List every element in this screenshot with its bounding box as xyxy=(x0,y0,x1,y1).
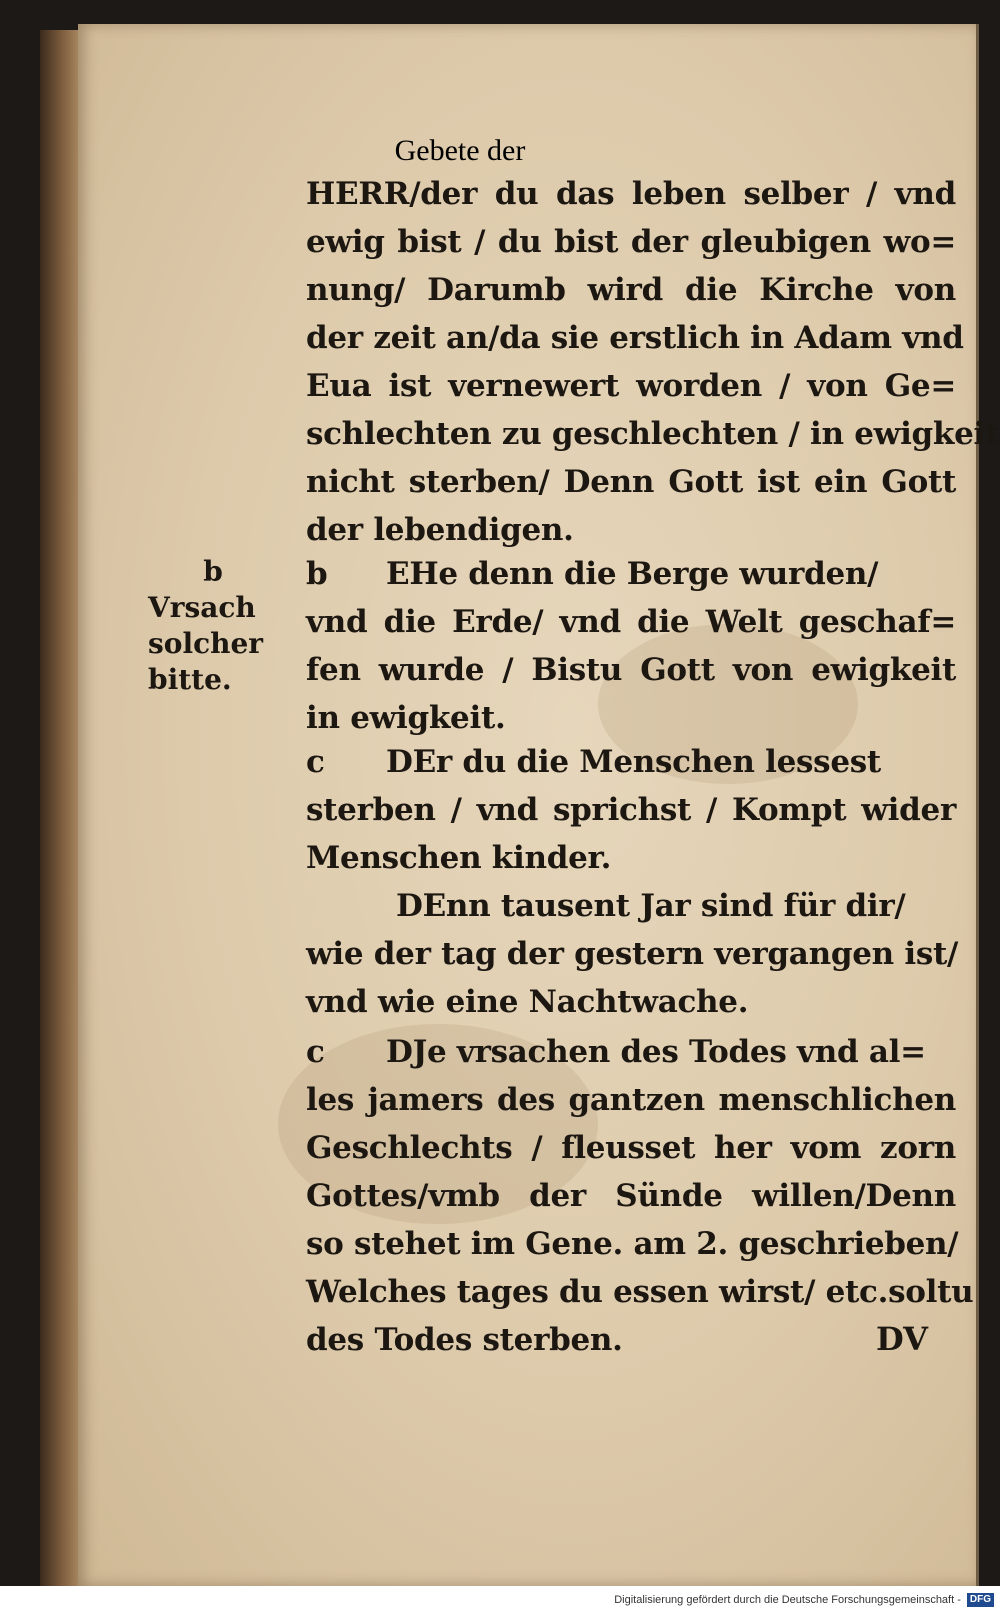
margin-note-letter: b xyxy=(203,555,223,588)
digitization-credit xyxy=(0,1586,1000,1614)
text-line: sterben / vnd sprichst / Kompt wider xyxy=(306,792,956,828)
verse-marker: b xyxy=(306,556,328,592)
margin-note-line: Vrsach xyxy=(148,591,256,624)
verse-b xyxy=(306,556,956,592)
text-line: Gottes/vmb der Sünde willen/Denn xyxy=(306,1178,956,1214)
verse-marker: c xyxy=(306,744,325,780)
text-line: Geschlechts / fleusset her vom zorn xyxy=(306,1130,956,1166)
text-line: der lebendigen. xyxy=(306,512,574,548)
text-line: DJe vrsachen des Todes vnd al= xyxy=(386,1034,926,1070)
catchword: DV xyxy=(875,1320,928,1358)
text-line: DEnn tausent Jar sind für dir/ xyxy=(396,888,906,924)
text-line: in ewigkeit. xyxy=(306,700,506,736)
text-line: les jamers des gantzen menschlichen xyxy=(306,1082,956,1118)
text-line: fen wurde / Bistu Gott von ewigkeit xyxy=(306,652,956,688)
running-header: Gebete der xyxy=(394,134,526,167)
text-line: vnd die Erde/ vnd die Welt geschaf= xyxy=(306,604,956,640)
verse-c-second xyxy=(306,1034,956,1070)
text-line: wie der tag der gestern vergangen ist/ xyxy=(306,936,959,972)
verse-c xyxy=(306,744,956,780)
text-line: des Todes sterben. xyxy=(306,1322,623,1358)
text-line: EHe denn die Berge wurden/ xyxy=(386,556,879,592)
text-line: Eua ist vernewert worden / von Ge= xyxy=(306,368,956,404)
book-page xyxy=(78,24,1000,1586)
verse-marker: c xyxy=(306,1034,325,1070)
dfg-logo: DFG xyxy=(967,1593,994,1607)
text-line: schlechten zu geschlechten / in ewigkeit xyxy=(306,416,1000,452)
text-line: DEr du die Menschen lessest xyxy=(386,744,881,780)
text-line: HERR/der du das leben selber / vnd xyxy=(306,176,956,212)
text-line: nicht sterben/ Denn Gott ist ein Gott xyxy=(306,464,956,500)
text-line: ewig bist / du bist der gleubigen wo= xyxy=(306,224,956,260)
margin-note-line: bitte. xyxy=(148,663,232,696)
credit-text: Digitalisierung gefördert durch die Deutsche Forschungsgemeinschaft - xyxy=(614,1594,961,1606)
text-line: vnd wie eine Nachtwache. xyxy=(306,984,749,1020)
text-line: der zeit an/da sie erstlich in Adam vnd xyxy=(306,320,964,356)
text-line: so stehet im Gene. am 2. geschrieben/ xyxy=(306,1226,959,1262)
text-line: Menschen kinder. xyxy=(306,840,612,876)
margin-note-line: solcher xyxy=(148,627,264,660)
margin-note xyxy=(148,554,268,698)
text-line: nung/ Darumb wird die Kirche von xyxy=(306,272,956,308)
text-line: Welches tages du essen wirst/ etc.soltu xyxy=(306,1274,974,1310)
